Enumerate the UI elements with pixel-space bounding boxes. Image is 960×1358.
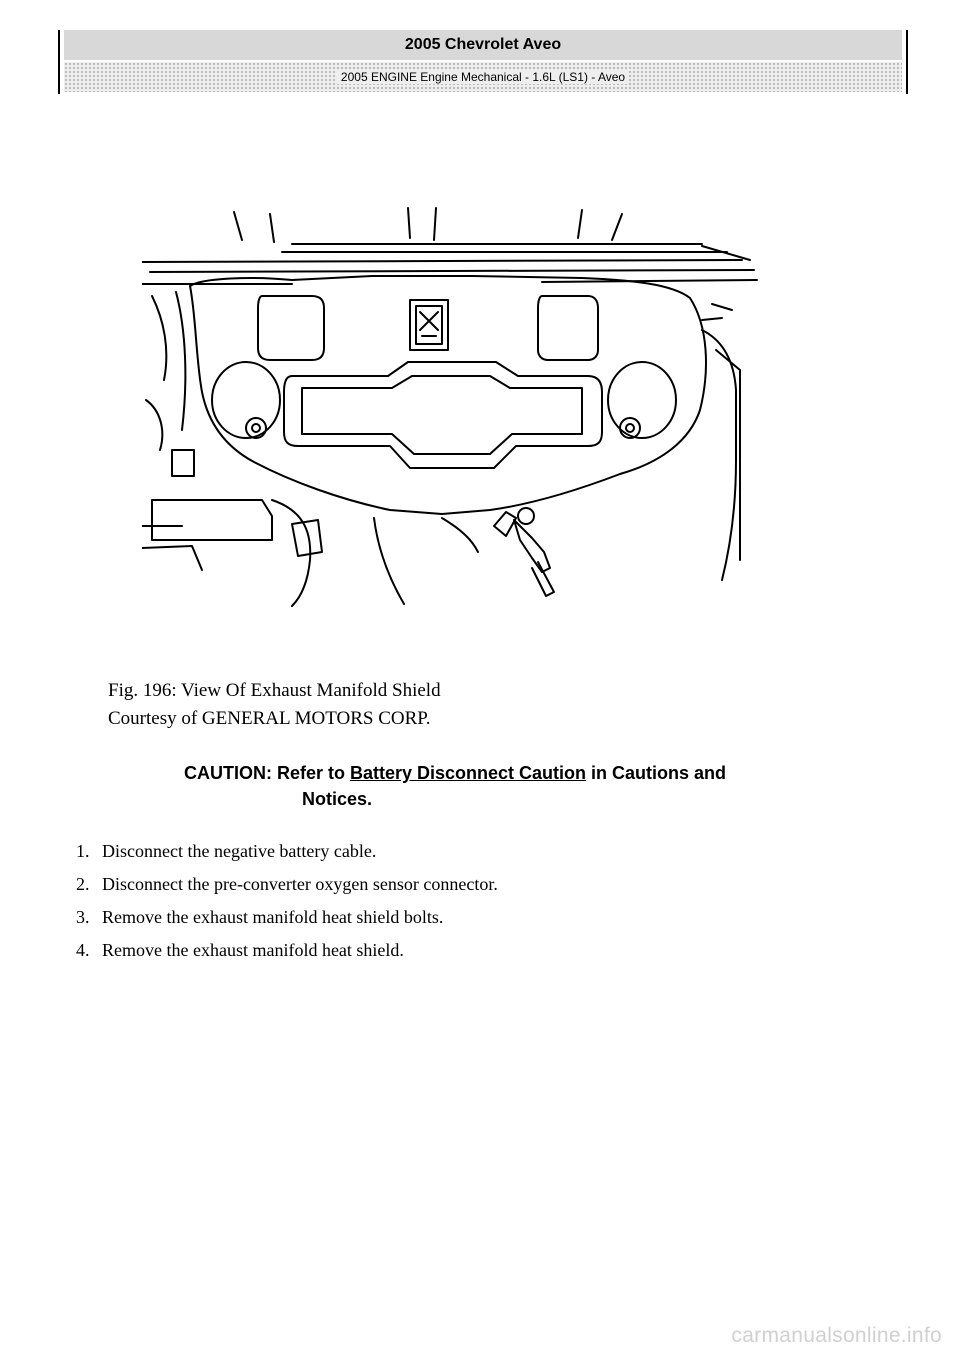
step-text: Disconnect the negative battery cable. [102,841,377,861]
step-number: 2. [76,874,90,894]
header-subtitle-text: 2005 ENGINE Engine Mechanical - 1.6L (LS1) - Aveo [337,70,629,84]
step-item [76,906,498,939]
procedure-steps [76,840,498,972]
figure-courtesy: Courtesy of GENERAL MOTORS CORP. [108,708,431,729]
caution-notices: Notices. [302,789,373,809]
caution-prefix: CAUTION: Refer to [184,763,350,783]
step-number: 4. [76,940,90,960]
site-watermark: carmanualsonline.info [731,1324,942,1347]
step-number: 3. [76,907,90,927]
header-title: 2005 Chevrolet Aveo [64,30,902,60]
page-header [58,30,908,94]
step-text: Disconnect the pre-converter oxygen sensor connector. [102,874,498,894]
caution-note [184,760,874,812]
caution-suffix: in Cautions and [586,763,727,783]
step-item [76,840,498,873]
step-item [76,873,498,906]
battery-disconnect-caution-link[interactable]: Battery Disconnect Caution [350,763,587,783]
exhaust-manifold-shield-illustration [142,200,762,610]
step-text: Remove the exhaust manifold heat shield bolts. [102,907,444,927]
step-item [76,939,498,972]
step-number: 1. [76,841,90,861]
figure-title: Fig. 196: View Of Exhaust Manifold Shield [108,680,441,701]
step-text: Remove the exhaust manifold heat shield. [102,940,404,960]
header-subtitle [64,62,902,92]
